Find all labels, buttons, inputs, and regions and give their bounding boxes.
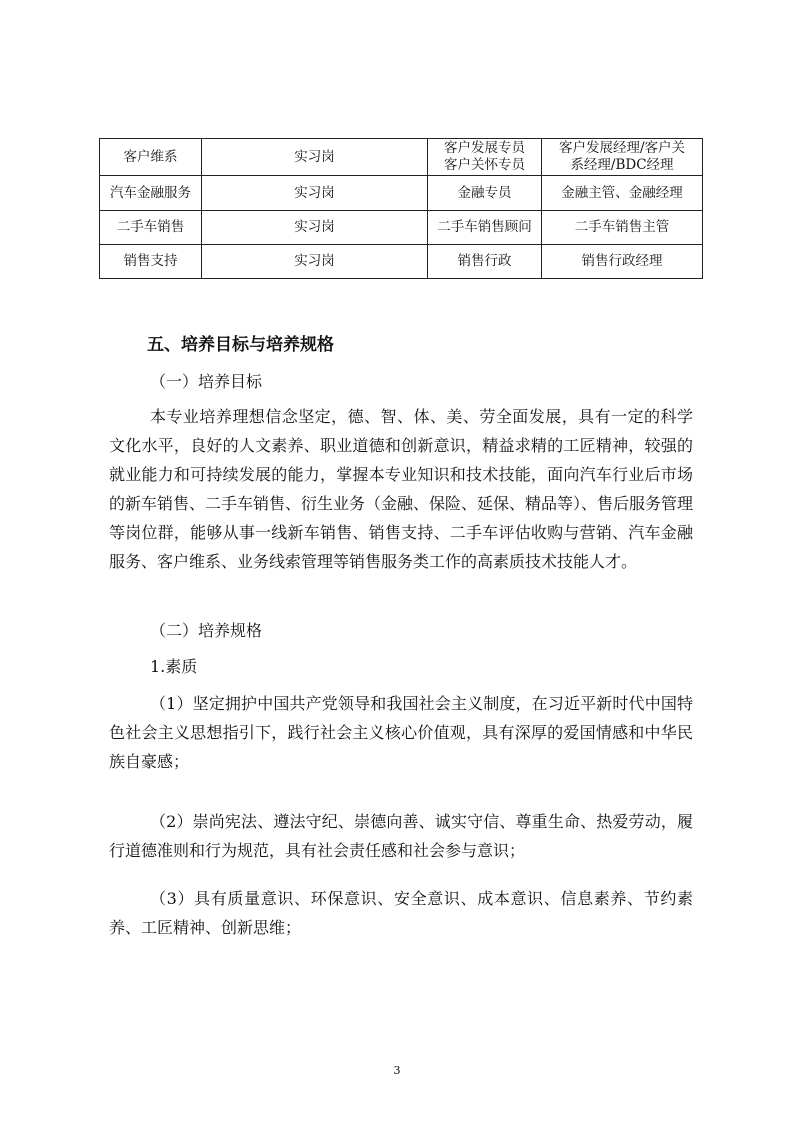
cell-line: 客户关怀专员 (444, 157, 525, 173)
table-cell (428, 139, 542, 176)
table-cell: 二手车销售主管 (542, 211, 703, 245)
goal-paragraph: 本专业培养理想信念坚定，德、智、体、美、劳全面发展，具有一定的科学文化水平，良好的人文素养、职业道德和创新意识，精益求精的工匠精神，较强的就业能力和可持续发展的能力，掌握本专业知识和技术技能，面向汽车行业后市场的新车销售、二手车销售、衍生业务（金融、保险、延保、精品等）、售后服务管理等岗位群，能够从事一线新车销售、销售支持、二手车评估收购与营销、汽车金融服务、客户维系、业务线索管理等销售服务类工作的高素质技术技能人才。 (109, 407, 694, 571)
cell-line: 客户发展专员 (444, 140, 525, 156)
list-item: （3）具有质量意识、环保意识、安全意识、成本意识、信息素养、节约素养、工匠精神、创新思维； (109, 889, 693, 937)
list-item: （2）崇尚宪法、遵法守纪、崇德向善、诚实守信、尊重生命、热爱劳动，履行道德准则和行为规范，具有社会责任感和社会参与意识； (109, 812, 693, 860)
subheading-specs: （二）培养规格 (150, 621, 263, 640)
table-row (100, 211, 703, 245)
subheading-goals: （一）培养目标 (150, 372, 263, 391)
page-number: 3 (393, 1064, 401, 1077)
career-table (99, 138, 703, 279)
table-cell: 实习岗 (202, 245, 428, 279)
table-row (100, 176, 703, 211)
cell-line: 系经理/BDC经理 (570, 157, 674, 173)
section-heading: 五、培养目标与培养规格 (147, 335, 334, 355)
table-cell (542, 139, 703, 176)
table-row (100, 139, 703, 176)
cell-line: 客户发展经理/客户关 (558, 140, 686, 156)
table-row (100, 245, 703, 279)
table-cell: 金融专员 (428, 176, 542, 211)
table-cell: 汽车金融服务 (100, 176, 202, 211)
table-cell: 客户维系 (100, 139, 202, 176)
list-item: （1）坚定拥护中国共产党领导和我国社会主义制度，在习近平新时代中国特色社会主义思想指引下，践行社会主义核心价值观，具有深厚的爱国情感和中华民族自豪感； (109, 694, 693, 771)
table-cell: 销售支持 (100, 245, 202, 279)
table-cell: 销售行政经理 (542, 245, 703, 279)
table-cell: 金融主管、金融经理 (542, 176, 703, 211)
item-title: 1.素质 (150, 657, 198, 676)
table-cell: 二手车销售顾问 (428, 211, 542, 245)
table-cell: 二手车销售 (100, 211, 202, 245)
table-cell: 实习岗 (202, 211, 428, 245)
table-cell: 实习岗 (202, 176, 428, 211)
table-cell: 实习岗 (202, 139, 428, 176)
career-table-wrapper (99, 138, 702, 279)
table-cell: 销售行政 (428, 245, 542, 279)
